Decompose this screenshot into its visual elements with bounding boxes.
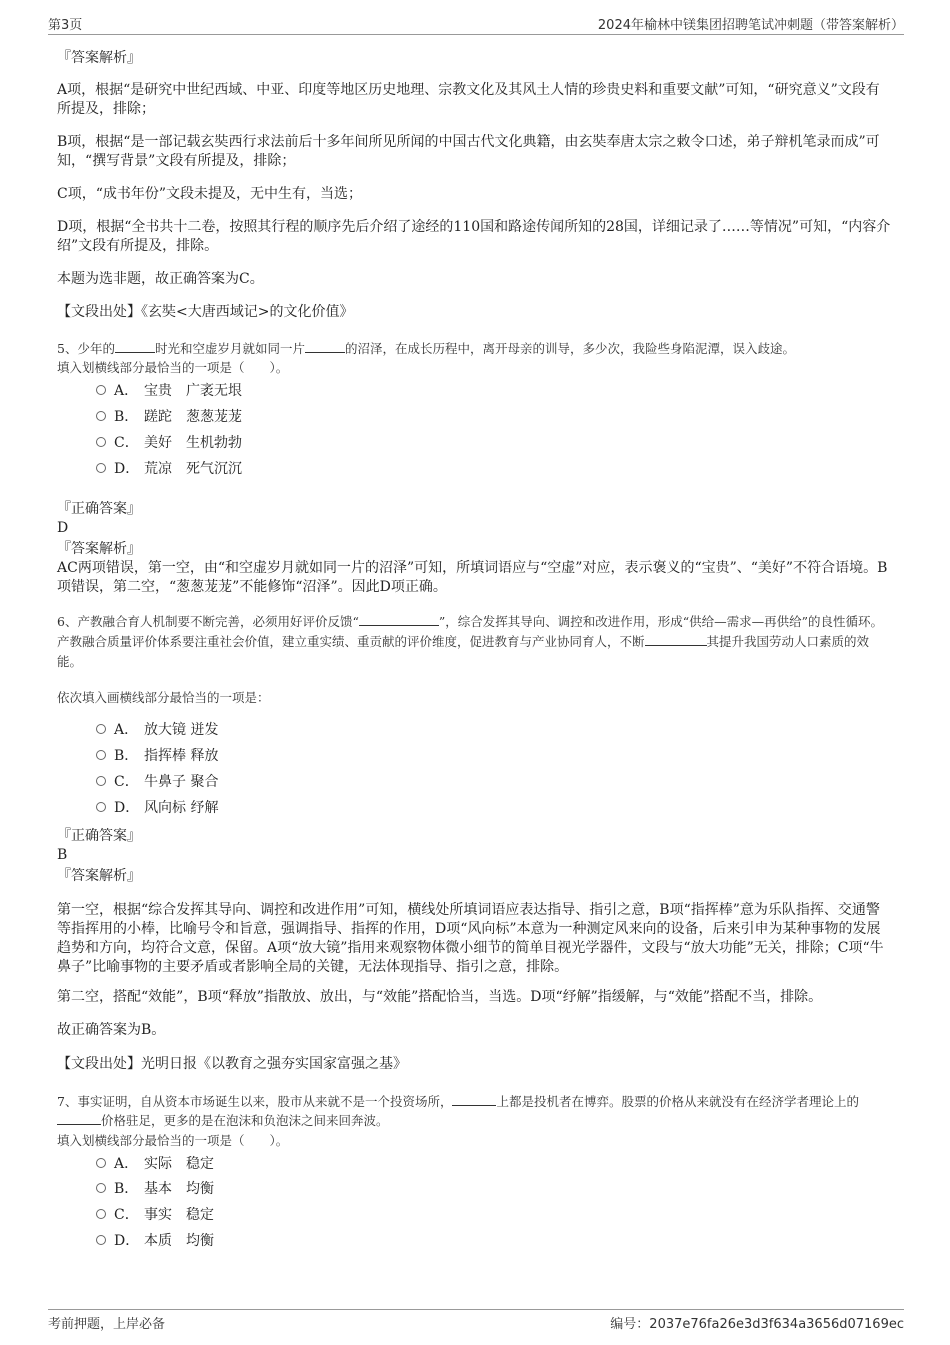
q4-conclusion: 本题为选非题，故正确答案为C。	[57, 271, 264, 287]
q7-option-b[interactable]: B． 基本 均衡	[96, 1179, 214, 1199]
q4-analysis-b: B项，根据“是一部记载玄奘西行求法前后十多年间所见所闻的中国古代文化典籍，由玄奘奉唐太宗之敕令口述，弟子辩机笔录而成”可知，“撰写背景”文段有所提及，排除；	[57, 134, 880, 169]
q6-option-a[interactable]: A． 放大镜 迸发	[96, 720, 218, 740]
q6-conclusion: 故正确答案为B。	[57, 1022, 166, 1038]
q5-option-c[interactable]: C． 美好 生机勃勃	[96, 433, 242, 453]
q4-analysis-a: A项，根据“是研究中世纪西域、中亚、印度等地区历史地理、宗教文化及其风土人情的珍贵史料和重要文献”可知，“研究意义”文段有所提及，排除；	[57, 82, 880, 117]
q7-option-d[interactable]: D． 本质 均衡	[96, 1231, 214, 1251]
q6-option-b[interactable]: B． 指挥棒 释放	[96, 746, 218, 766]
radio-icon[interactable]	[96, 1209, 106, 1219]
header-divider	[48, 34, 904, 35]
page-header	[48, 14, 904, 32]
q5-option-d[interactable]: D． 荒凉 死气沉沉	[96, 459, 242, 479]
radio-icon[interactable]	[96, 385, 106, 395]
radio-icon[interactable]	[96, 724, 106, 734]
q6-stem: 6、产教融合育人机制要不断完善，必须用好评价反馈“ ”，综合发挥其导向、调控和改进作用，形成“供给—需求—再供给”的良性循环。产教融合质量评价体系要注重社会价值，建立重实绩、重贡献的评价维度，促进教育与产业协同育人，不断 其提升我国劳动人口素质的效能。	[57, 614, 884, 669]
q5-option-b[interactable]: B． 蹉跎 葱葱茏茏	[96, 407, 242, 427]
q6-analysis-p2: 第二空，搭配“效能”，B项“释放”指散放、放出，与“效能”搭配恰当，当选。D项“纾解”指缓解，与“效能”搭配不当，排除。	[57, 989, 823, 1005]
document-id: 编号：2037e76fa26e3d3f634a3656d07169ec	[610, 1317, 904, 1332]
radio-icon[interactable]	[96, 437, 106, 447]
q6-answer: B	[57, 847, 68, 863]
q4-analysis-c: C项，“成书年份”文段未提及，无中生有，当选；	[57, 186, 363, 202]
radio-icon[interactable]	[96, 750, 106, 760]
q6-answer-title: 『正确答案』	[57, 828, 141, 844]
q6-analysis-title: 『答案解析』	[57, 868, 141, 884]
q6-blank-2	[645, 632, 707, 646]
radio-icon[interactable]	[96, 463, 106, 473]
q5-blank-2	[305, 339, 345, 353]
q7-blank-1	[452, 1092, 496, 1106]
q5-blank-1	[115, 339, 155, 353]
q7-option-a[interactable]: A． 实际 稳定	[96, 1154, 214, 1174]
q5-prompt: 填入划横线部分最恰当的一项是（ ）。	[57, 360, 289, 375]
q6-analysis-p1: 第一空，根据“综合发挥其导向、调控和改进作用”可知，横线处所填词语应表达指导、指引之意，B项“指挥棒”意为乐队指挥、交通警等指挥用的小棒，比喻号令和旨意，强调指导、指挥的作用，D项“风向标”本意为一种测定风来向的设备，后来引申为某种事物的发展趋势和方向，均符合文意，保留。A项“放大镜”指用来观察物体微小细节的简单目视光学器件，文段与“放大功能”无关，排除；C项“牛鼻子”比喻事物的主要矛盾或者影响全局的关键，无法体现指导、指引之意，排除。	[57, 902, 884, 975]
q6-option-c[interactable]: C． 牛鼻子 聚合	[96, 772, 218, 792]
q5-option-a[interactable]: A． 宝贵 广袤无垠	[96, 381, 242, 401]
q5-answer: D	[57, 520, 69, 536]
footer-divider	[48, 1309, 904, 1310]
q4-source: 【文段出处】《玄奘<大唐西域记>的文化价值》	[57, 304, 354, 320]
page-number: 第3页	[48, 18, 83, 33]
radio-icon[interactable]	[96, 411, 106, 421]
q7-prompt: 填入划横线部分最恰当的一项是（ ）。	[57, 1133, 289, 1148]
q7-blank-2	[57, 1111, 101, 1125]
page-footer	[48, 1313, 904, 1331]
q6-source: 【文段出处】光明日报《以教育之强夯实国家富强之基》	[57, 1056, 407, 1072]
q7-option-c[interactable]: C． 事实 稳定	[96, 1205, 214, 1225]
radio-icon[interactable]	[96, 776, 106, 786]
q5-answer-title: 『正确答案』	[57, 501, 141, 517]
q7-stem: 7、事实证明，自从资本市场诞生以来，股市从来就不是一个投资场所， 上都是投机者在博弈。股票的价格从来就没有在经济学者理论上的价格驻足，更多的是在泡沫和负泡沫之间来回奔波。	[57, 1094, 859, 1128]
radio-icon[interactable]	[96, 1183, 106, 1193]
q5-analysis-title: 『答案解析』	[57, 541, 141, 557]
document-title: 2024年榆林中镁集团招聘笔试冲刺题（带答案解析）	[597, 18, 904, 33]
q6-prompt: 依次填入画横线部分最恰当的一项是：	[57, 690, 270, 705]
q5-stem: 5、少年的 时光和空虚岁月就如同一片 的沼泽，在成长历程中，离开母亲的训导，多少次，我险些身陷泥潭，误入歧途。	[57, 341, 795, 356]
radio-icon[interactable]	[96, 1158, 106, 1168]
radio-icon[interactable]	[96, 802, 106, 812]
q6-option-d[interactable]: D． 风向标 纾解	[96, 798, 218, 818]
q4-analysis-d: D项，根据“全书共十二卷，按照其行程的顺序先后介绍了途经的110国和路途传闻所知的28国，详细记录了……等情况”可知，“内容介绍”文段有所提及，排除。	[57, 219, 891, 254]
q4-analysis-title: 『答案解析』	[57, 50, 141, 66]
radio-icon[interactable]	[96, 1235, 106, 1245]
q6-blank-1	[359, 612, 439, 626]
footer-slogan: 考前押题，上岸必备	[48, 1317, 166, 1332]
q5-analysis: AC两项错误，第一空，由“和空虚岁月就如同一片的沼泽”可知，所填词语应与“空虚”对应，表示褒义的“宝贵”、“美好”不符合语境。B项错误，第二空，“葱葱茏茏”不能修饰“沼泽”。因此D项正确。	[57, 560, 888, 595]
